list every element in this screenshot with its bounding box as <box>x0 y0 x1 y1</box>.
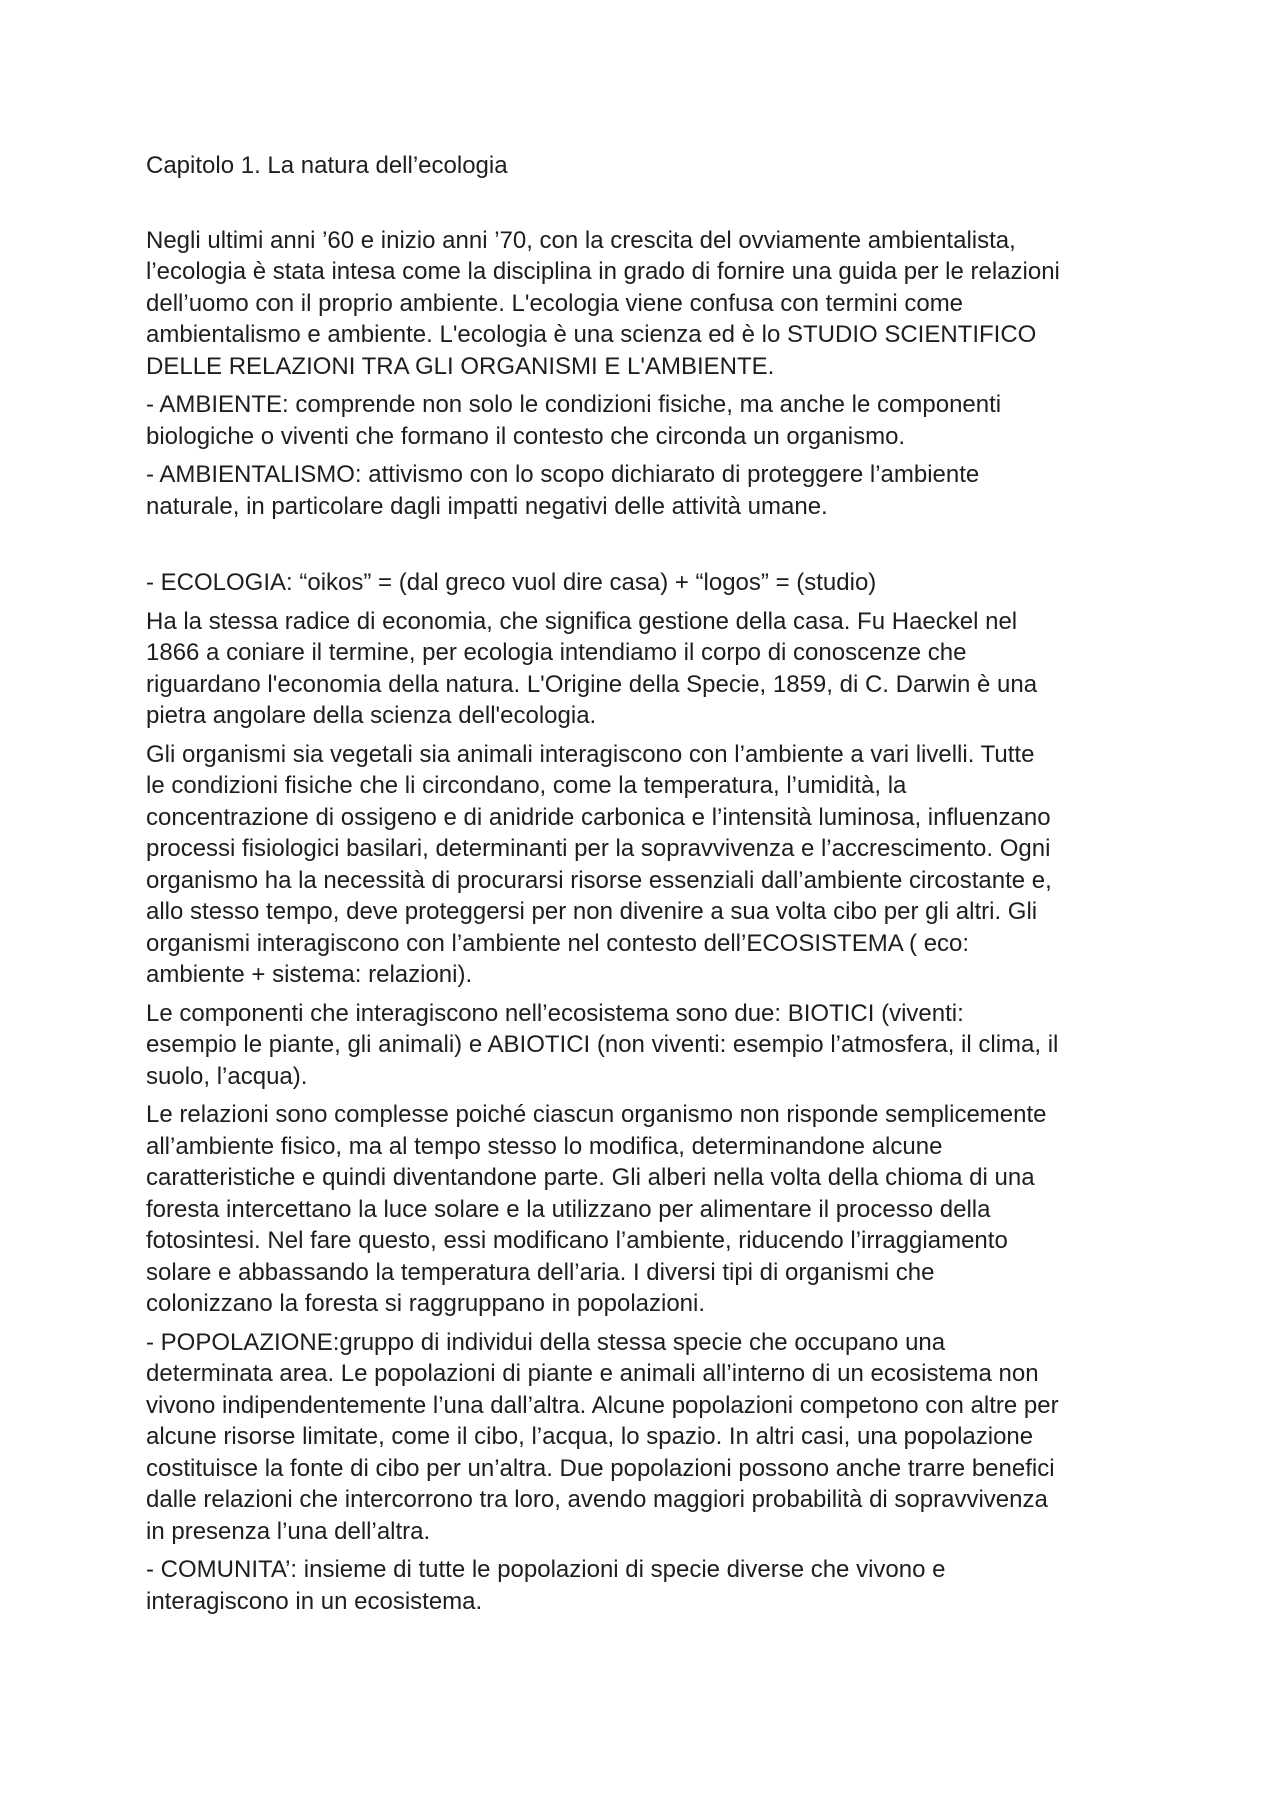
text-line: ambientalismo e ambiente. L'ecologia è una scienza ed è lo STUDIO SCIENTIFICO <box>146 321 1037 348</box>
page-title: Capitolo 1. La natura dell’ecologia <box>146 152 508 179</box>
paragraph-intro <box>146 225 1146 383</box>
text-line: - POPOLAZIONE:gruppo di individui della stessa specie che occupano una <box>146 1328 946 1356</box>
text-line: le condizioni fisiche che li circondano, come la temperatura, l’umidità, la <box>146 772 907 799</box>
text-line: Le relazioni sono complesse poiché ciascun organismo non risponde semplicemente <box>146 1101 1047 1128</box>
text-line: ambiente + sistema: relazioni). <box>146 961 473 988</box>
text-line: alcune risorse limitate, come il cibo, l’acqua, lo spazio. In altri casi, una popolazione <box>146 1423 1034 1450</box>
paragraph-comunita <box>146 1554 1146 1617</box>
text-line: DELLE RELAZIONI TRA GLI ORGANISMI E L'AMBIENTE. <box>146 352 775 380</box>
text-line: solare e abbassando la temperatura dell’aria. I diversi tipi di organismi che <box>146 1258 935 1286</box>
text-line: organismo ha la necessità di procurarsi risorse essenziali dall’ambiente circostante e, <box>146 866 1052 894</box>
paragraph-ambiente <box>146 389 1146 452</box>
text-line: l’ecologia è stata intesa come la disciplina in grado di fornire una guida per le relazioni <box>146 258 1060 285</box>
text-line: Le componenti che interagiscono nell’ecosistema sono due: BIOTICI (viventi: <box>146 999 964 1027</box>
paragraph-relazioni <box>146 1099 1146 1320</box>
text-line: costituisce la fonte di cibo per un’altra. Due popolazioni possono anche trarre benefici <box>146 1454 1055 1482</box>
text-line: - COMUNITA’: insieme di tutte le popolazioni di specie diverse che vivono e <box>146 1556 946 1583</box>
text-line: in presenza l’una dell’altra. <box>146 1517 431 1545</box>
paragraph-popolazione <box>146 1327 1146 1548</box>
text-line: 1866 a coniare il termine, per ecologia intendiamo il corpo di conoscenze che <box>146 639 967 666</box>
text-line: suolo, l’acqua). <box>146 1062 308 1090</box>
paragraph-componenti <box>146 998 1146 1093</box>
paragraph-ecologia <box>146 567 1146 599</box>
text-line: vivono indipendentemente l’una dall’altra. Alcune popolazioni competono con altre per <box>146 1391 1059 1419</box>
text-line: - AMBIENTALISMO: attivismo con lo scopo dichiarato di proteggere l’ambiente <box>146 461 980 488</box>
paragraph-organismi <box>146 739 1146 991</box>
text-line: determinata area. Le popolazioni di piante e animali all’interno di un ecosistema non <box>146 1360 1039 1387</box>
text-line: dalle relazioni che intercorrono tra loro, avendo maggiori probabilità di sopravvivenza <box>146 1486 1048 1513</box>
text-line: - AMBIENTE: comprende non solo le condizioni fisiche, ma anche le componenti <box>146 391 1002 418</box>
text-line: all’ambiente fisico, ma al tempo stesso lo modifica, determinandone alcune <box>146 1132 943 1160</box>
paragraph-economia <box>146 606 1146 732</box>
text-line: Negli ultimi anni ’60 e inizio anni ’70, con la crescita del ovviamente ambientalista, <box>146 226 1016 254</box>
text-line: - ECOLOGIA: “oikos” = (dal greco vuol dire casa) + “logos” = (studio) <box>146 569 877 596</box>
text-line: dell’uomo con il proprio ambiente. L'ecologia viene confusa con termini come <box>146 289 964 317</box>
text-line: colonizzano la foresta si raggruppano in popolazioni. <box>146 1290 706 1317</box>
text-line: foresta intercettano la luce solare e la utilizzano per alimentare il processo della <box>146 1195 991 1223</box>
text-line: caratteristiche e quindi diventandone parte. Gli alberi nella volta della chioma di una <box>146 1164 1035 1191</box>
text-line: pietra angolare della scienza dell'ecologia. <box>146 702 597 729</box>
text-line: allo stesso tempo, deve proteggersi per non divenire a sua volta cibo per gli altri. Gli <box>146 898 1038 925</box>
text-line: Ha la stessa radice di economia, che significa gestione della casa. Fu Haeckel nel <box>146 607 1018 635</box>
text-line: interagiscono in un ecosistema. <box>146 1587 483 1615</box>
text-line: naturale, in particolare dagli impatti negativi delle attività umane. <box>146 492 828 520</box>
document-body <box>146 150 1146 1624</box>
text-line: esempio le piante, gli animali) e ABIOTICI (non viventi: esempio l’atmosfera, il clima, il <box>146 1031 1059 1058</box>
text-line: organismi interagiscono con l’ambiente nel contesto dell’ECOSISTEMA ( eco: <box>146 929 970 957</box>
text-line: riguardano l'economia della natura. L'Origine della Specie, 1859, di C. Darwin è una <box>146 670 1038 698</box>
text-line: processi fisiologici basilari, determinanti per la sopravvivenza e l’accrescimento. Ogni <box>146 835 1051 862</box>
text-line: biologiche o viventi che formano il contesto che circonda un organismo. <box>146 422 906 450</box>
text-line: fotosintesi. Nel fare questo, essi modificano l’ambiente, riducendo l’irraggiamento <box>146 1227 1008 1254</box>
text-line: concentrazione di ossigeno e di anidride carbonica e l’intensità luminosa, influenzano <box>146 803 1051 831</box>
paragraph-ambientalismo <box>146 459 1146 522</box>
text-line: Gli organismi sia vegetali sia animali interagiscono con l’ambiente a vari livelli. Tutte <box>146 740 1035 768</box>
